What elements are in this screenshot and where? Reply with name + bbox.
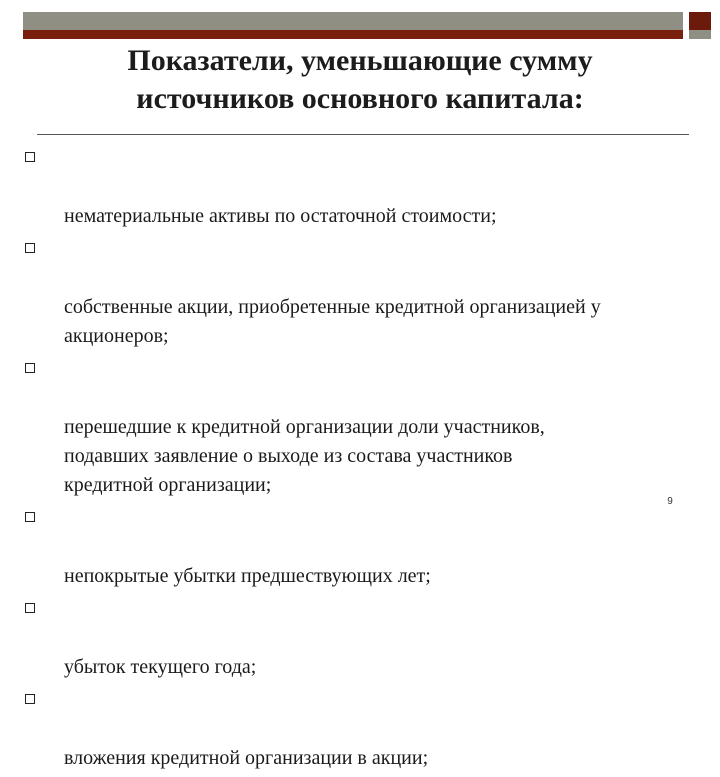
bullet-text: вложения кредитной организации в акции; — [64, 747, 429, 769]
bullet-text: убыток текущего года; — [64, 656, 257, 678]
bullet-item — [22, 686, 712, 773]
square-bullet-icon — [25, 243, 35, 253]
header-corner-ornament — [689, 12, 711, 38]
square-bullet-icon — [25, 363, 35, 373]
bullet-text: нематериальные активы по остаточной стоимости; — [64, 205, 497, 227]
corner-ornament-bottom — [689, 30, 711, 39]
bullet-text: перешедшие к кредитной организации доли участников, подавших заявление о выходе из состава участников кредитной организации; — [64, 416, 545, 496]
header-gray-bar — [23, 12, 683, 30]
corner-ornament-top — [689, 12, 711, 30]
square-bullet-icon — [25, 694, 35, 704]
slide-title-line-1: Показатели, уменьшающие сумму — [127, 44, 593, 77]
slide-title — [60, 42, 660, 118]
square-bullet-icon — [25, 603, 35, 613]
bullet-item — [22, 144, 712, 231]
slide-title-line-2: источников основного капитала: — [136, 82, 584, 115]
bullet-item — [22, 235, 712, 351]
square-bullet-icon — [25, 152, 35, 162]
bullet-item — [22, 355, 712, 500]
bullet-item — [22, 595, 712, 682]
title-divider — [37, 134, 689, 135]
bullet-text: собственные акции, приобретенные кредитной организацией у акционеров; — [64, 296, 601, 347]
page-number: 9 — [667, 496, 673, 507]
bullet-item — [22, 504, 712, 591]
bullet-list — [22, 144, 712, 777]
square-bullet-icon — [25, 512, 35, 522]
bullet-text: непокрытые убытки предшествующих лет; — [64, 565, 431, 587]
header-red-bar — [23, 30, 683, 39]
